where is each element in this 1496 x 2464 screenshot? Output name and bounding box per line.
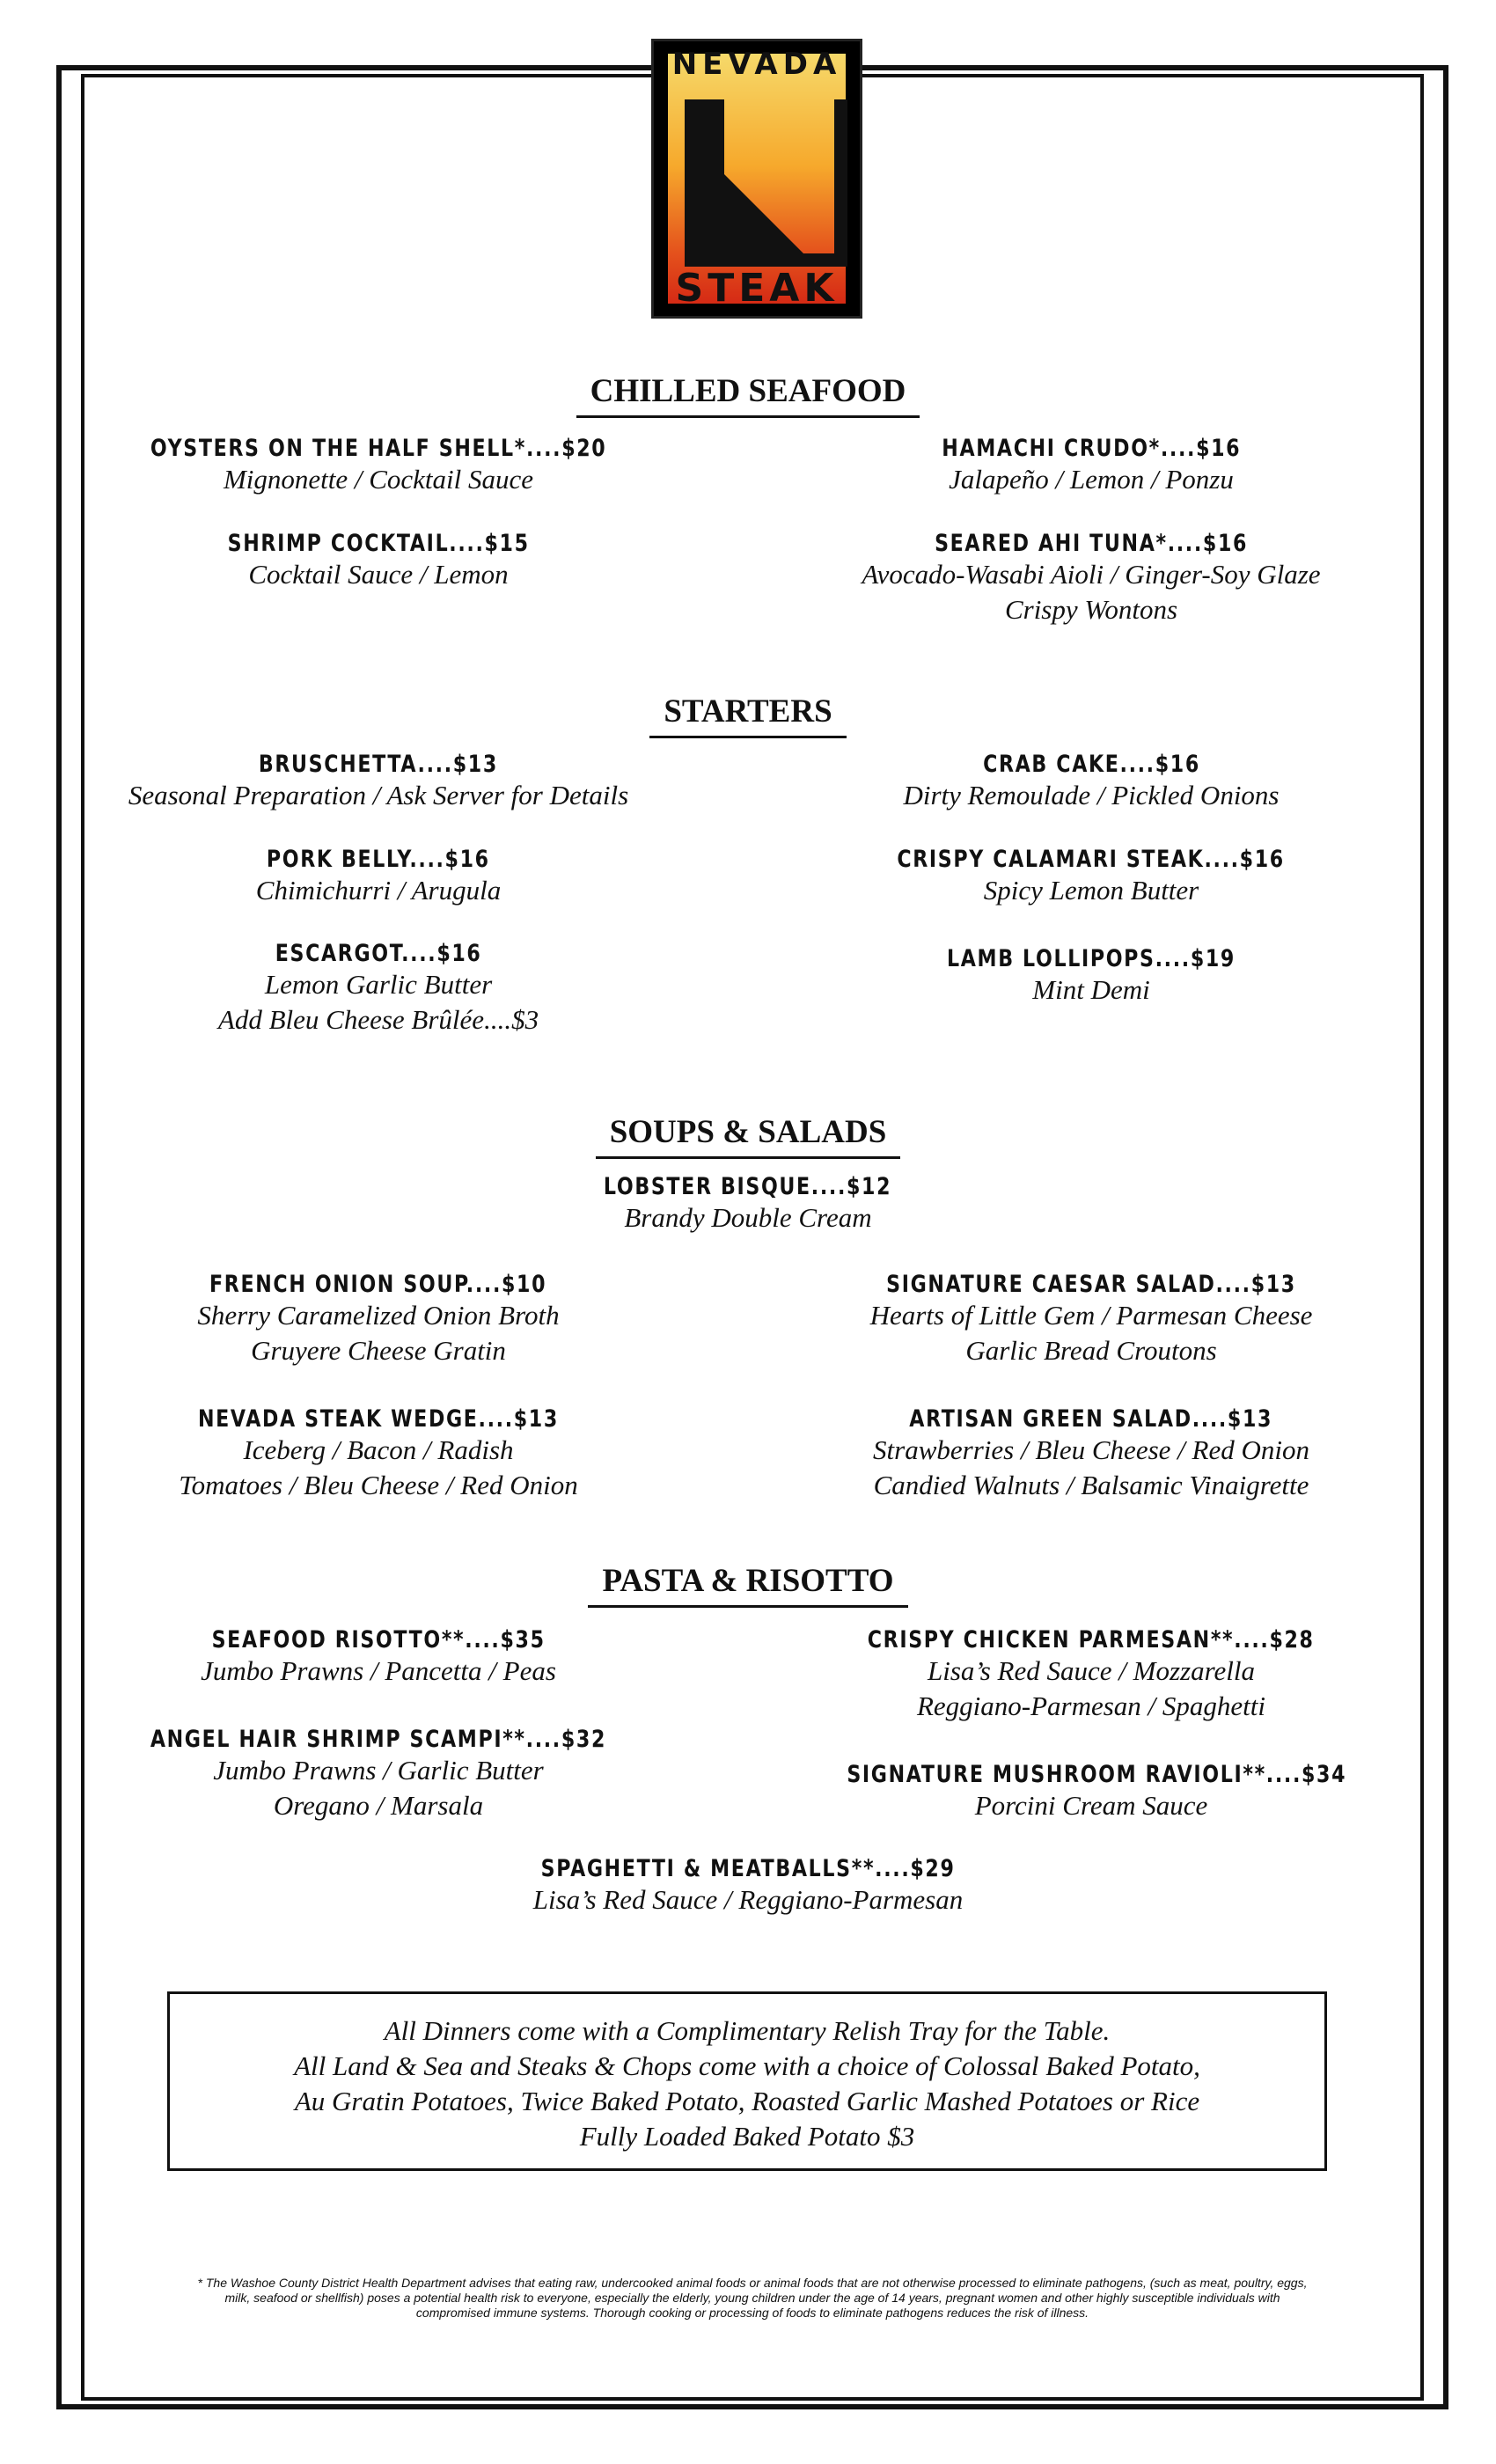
menu-item	[792, 846, 1390, 908]
item-name: CRISPY CALAMARI STEAK....$16	[897, 846, 1286, 873]
menu-item	[792, 945, 1390, 1008]
logo-top-word: NEVADA	[671, 47, 842, 82]
item-desc: Avocado-Wasabi Aioli / Ginger-Soy Glaze	[862, 559, 1321, 590]
item-name: SIGNATURE MUSHROOM RAVIOLI**....$34	[847, 1761, 1347, 1788]
item-desc: Jumbo Prawns / Garlic Butter	[213, 1755, 544, 1786]
item-desc: Dirty Remoulade / Pickled Onions	[903, 780, 1280, 810]
logo-n-mark-icon	[671, 91, 847, 267]
menu-item	[79, 751, 678, 813]
item-desc: Cocktail Sauce / Lemon	[248, 559, 509, 590]
item-desc: Lisa’s Red Sauce / Mozzarella	[928, 1655, 1255, 1686]
item-desc: Brandy Double Cream	[624, 1202, 872, 1233]
item-name: SIGNATURE CAESAR SALAD....$13	[886, 1271, 1296, 1298]
item-name: ANGEL HAIR SHRIMP SCAMPI**....$32	[150, 1726, 607, 1753]
menu-item	[792, 435, 1390, 497]
menu-item	[79, 1271, 678, 1368]
item-desc: Oregano / Marsala	[273, 1790, 484, 1821]
menu-item	[79, 1405, 678, 1503]
item-name: CRAB CAKE....$16	[982, 751, 1200, 778]
menu-item	[79, 530, 678, 592]
item-name: NEVADA STEAK WEDGE....$13	[198, 1405, 559, 1433]
item-desc: Seasonal Preparation / Ask Server for Details	[128, 780, 629, 810]
item-desc: Gruyere Cheese Gratin	[251, 1335, 506, 1366]
section-soups-salads	[0, 1113, 1496, 1159]
menu-item	[792, 1405, 1390, 1503]
item-desc: Candied Walnuts / Balsamic Vinaigrette	[873, 1470, 1309, 1500]
menu-item	[792, 1761, 1390, 1823]
note-line: All Dinners come with a Complimentary Relish Tray for the Table.	[384, 2015, 1111, 2046]
section-chilled-seafood	[0, 372, 1496, 418]
item-desc: Jumbo Prawns / Pancetta / Peas	[201, 1655, 556, 1686]
item-desc: Spicy Lemon Butter	[983, 875, 1199, 906]
item-desc: Iceberg / Bacon / Radish	[243, 1434, 514, 1465]
item-desc: Sherry Caramelized Onion Broth	[197, 1300, 560, 1331]
item-desc: Crispy Wontons	[1004, 594, 1178, 625]
note-line: Fully Loaded Baked Potato $3	[579, 2121, 915, 2152]
item-desc: Lisa’s Red Sauce / Reggiano-Parmesan	[532, 1884, 964, 1915]
note-line: All Land & Sea and Steaks & Chops come with a choice of Colossal Baked Potato,	[294, 2050, 1200, 2081]
item-desc: Reggiano-Parmesan / Spaghetti	[916, 1690, 1266, 1721]
item-desc: Mignonette / Cocktail Sauce	[223, 464, 534, 495]
menu-item	[79, 846, 678, 908]
item-name: ARTISAN GREEN SALAD....$13	[909, 1405, 1273, 1433]
note-line: Au Gratin Potatoes, Twice Baked Potato, Roasted Garlic Mashed Potatoes or Rice	[294, 2086, 1200, 2116]
menu-item	[792, 751, 1390, 813]
section-starters	[0, 693, 1496, 738]
menu-item	[792, 1271, 1390, 1368]
item-desc: Lemon Garlic Butter	[264, 969, 493, 1000]
disclaimer-line: compromised immune systems. Thorough cooking or processing of foods to eliminate pathogens reduces the risk of illness.	[415, 2306, 1089, 2320]
nevada-steak-logo	[651, 39, 862, 319]
item-desc: Tomatoes / Bleu Cheese / Red Onion	[179, 1470, 578, 1500]
item-name: BRUSCHETTA....$13	[258, 751, 499, 778]
menu-item	[264, 1173, 1232, 1236]
item-name: FRENCH ONION SOUP....$10	[209, 1271, 547, 1298]
menu-item	[79, 940, 678, 1038]
item-desc: Garlic Bread Croutons	[965, 1335, 1217, 1366]
section-heading: PASTA & RISOTTO	[588, 1562, 907, 1608]
item-name: SEAFOOD RISOTTO**....$35	[211, 1626, 546, 1654]
item-name: SHRIMP COCKTAIL....$15	[227, 530, 530, 557]
menu-item	[792, 1626, 1390, 1724]
item-desc: Chimichurri / Arugula	[255, 875, 502, 906]
menu-item	[79, 435, 678, 497]
disclaimer-line: milk, seafood or shellfish) poses a potential health risk to everyone, especially the elderly, young children under the age of 14 years, pregnant women and other highly susceptible individuals with	[224, 2291, 1280, 2305]
item-desc: Mint Demi	[1032, 974, 1150, 1005]
item-desc: Porcini Cream Sauce	[974, 1790, 1208, 1821]
dinner-note-box	[167, 1991, 1327, 2171]
item-name: HAMACHI CRUDO*....$16	[942, 435, 1241, 462]
section-heading: STARTERS	[649, 693, 846, 738]
item-name: SPAGHETTI & MEATBALLS**....$29	[540, 1855, 956, 1882]
menu-item	[792, 530, 1390, 627]
item-name: OYSTERS ON THE HALF SHELL*....$20	[150, 435, 607, 462]
item-name: PORK BELLY....$16	[267, 846, 490, 873]
item-desc: Strawberries / Bleu Cheese / Red Onion	[873, 1434, 1309, 1465]
item-desc: Hearts of Little Gem / Parmesan Cheese	[869, 1300, 1313, 1331]
health-disclaimer	[97, 2276, 1408, 2321]
item-name: CRISPY CHICKEN PARMESAN**....$28	[868, 1626, 1315, 1654]
item-name: SEARED AHI TUNA*....$16	[935, 530, 1248, 557]
logo-bottom-word: STEAK	[675, 266, 839, 311]
item-name: LOBSTER BISQUE....$12	[604, 1173, 892, 1200]
item-desc: Jalapeño / Lemon / Ponzu	[949, 464, 1234, 495]
item-desc: Add Bleu Cheese Brûlée....$3	[217, 1004, 539, 1035]
menu-item	[79, 1726, 678, 1823]
section-heading: SOUPS & SALADS	[596, 1113, 901, 1159]
menu-item	[264, 1855, 1232, 1918]
menu-item	[79, 1626, 678, 1689]
disclaimer-line: * The Washoe County District Health Department advises that eating raw, undercooked animal foods or animal foods that are not otherwise processed to eliminate pathogens, (such as meat, poultry, eggs,	[197, 2276, 1308, 2290]
item-name: ESCARGOT....$16	[275, 940, 482, 967]
item-name: LAMB LOLLIPOPS....$19	[947, 945, 1236, 972]
section-heading: CHILLED SEAFOOD	[576, 372, 920, 418]
section-pasta-risotto	[0, 1562, 1496, 1608]
